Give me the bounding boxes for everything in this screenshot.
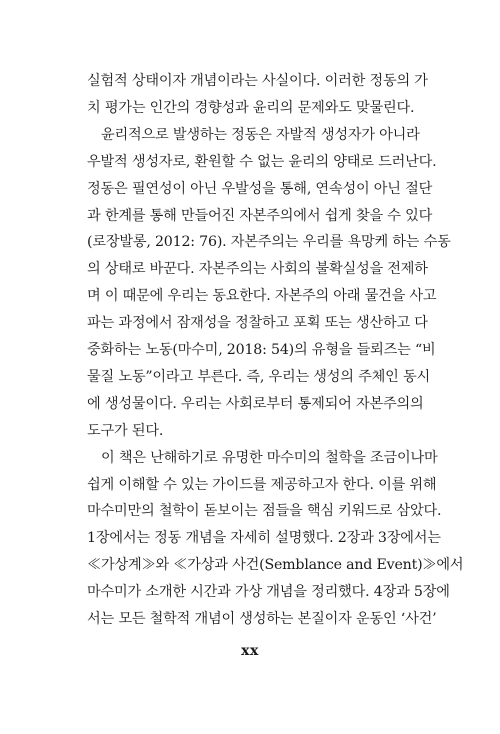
text-line: 마수미만의 철학이 돋보이는 점들을 핵심 키워드로 삼았다. bbox=[87, 503, 442, 520]
text-line: 서는 모든 철학적 개념이 생성하는 본질이자 운동인 ‘사건’ bbox=[87, 611, 437, 627]
text-line: 도구가 된다. bbox=[87, 422, 164, 439]
text-line: 실험적 상태이자 개념이라는 사실이다. 이러한 정동의 가 bbox=[87, 73, 428, 89]
text-line: 과 한계를 통해 만들어진 자본주의에서 쉽게 찾을 수 있다 bbox=[87, 207, 433, 224]
text-line: 며 이 때문에 우리는 동요한다. 자본주의 아래 물건을 사고 bbox=[87, 288, 437, 305]
text-line: 마수미가 소개한 시간과 가상 개념을 정리했다. 4장과 5장에 bbox=[87, 584, 450, 601]
text-line: 이 책은 난해하기로 유명한 마수미의 철학을 조금이나마 bbox=[101, 449, 438, 466]
text-line: 정동은 필연성이 아닌 우발성을 통해, 연속성이 아닌 절단 bbox=[87, 180, 433, 197]
text-line: 쉽게 이해할 수 있는 가이드를 제공하고자 한다. 이를 위해 bbox=[87, 476, 437, 493]
text-line: ≪가상계≫와 ≪가상과 사건(Semblance and Event)≫에서 bbox=[87, 557, 464, 574]
text-line: 치 평가는 인간의 경향성과 윤리의 문제와도 맞물린다. bbox=[87, 99, 415, 116]
text-line: 우발적 생성자로, 환원할 수 없는 윤리의 양태로 드러난다. bbox=[87, 153, 437, 170]
text-line: 윤리적으로 발생하는 정동은 자발적 생성자가 아니라 bbox=[101, 126, 420, 143]
page-number: xx bbox=[241, 643, 259, 659]
text-line: 물질 노동”이라고 부른다. 즉, 우리는 생성의 주체인 동시 bbox=[87, 368, 430, 385]
text-line: (로장발롱, 2012: 76). 자본주의는 우리를 욕망케 하는 수동 bbox=[87, 234, 451, 251]
text-line: 중화하는 노동(마수미, 2018: 54)의 유형을 들뢰즈는 “비 bbox=[87, 342, 436, 358]
text-line: 의 상태로 바꾼다. 자본주의는 사회의 불확실성을 전제하 bbox=[87, 261, 428, 278]
text-line: 에 생성물이다. 우리는 사회로부터 통제되어 자본주의의 bbox=[87, 395, 424, 412]
text-line: 파는 과정에서 잠재성을 정찰하고 포획 또는 생산하고 다 bbox=[87, 315, 428, 332]
text-line: 1장에서는 정동 개념을 자세히 설명했다. 2장과 3장에서는 bbox=[87, 530, 441, 547]
